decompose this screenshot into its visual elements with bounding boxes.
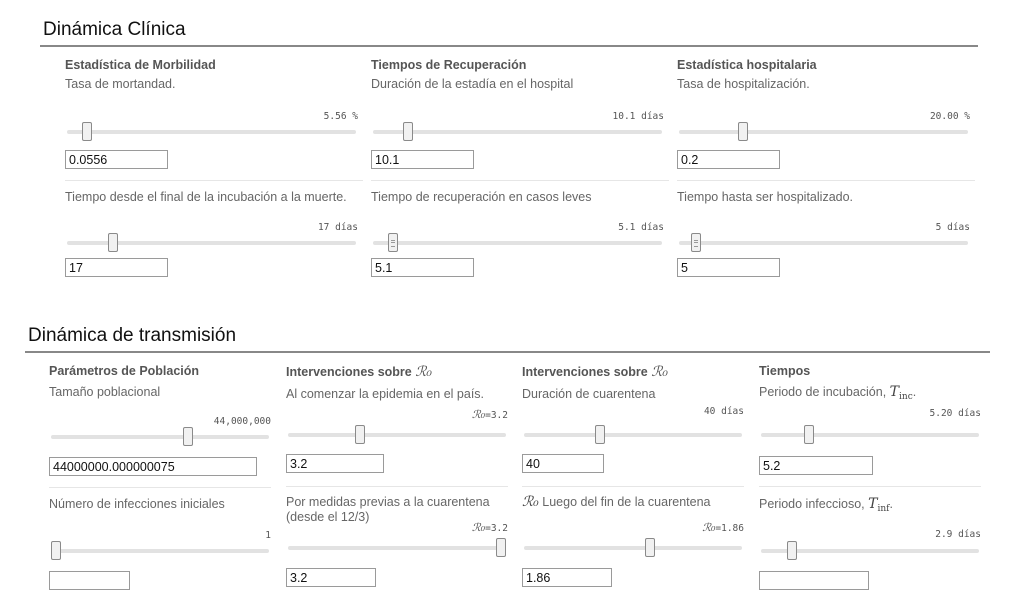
column-poblacion — [49, 364, 271, 541]
readout-estadia: 10.1 días — [612, 111, 664, 122]
column-title — [522, 364, 744, 381]
symbol-t — [890, 384, 913, 400]
slider-thumb[interactable] — [787, 541, 797, 560]
divider — [286, 486, 508, 487]
input-duracion-cuarentena[interactable] — [522, 454, 604, 473]
divider — [49, 487, 271, 488]
section-title-clinica: Dinámica Clínica — [43, 19, 186, 40]
readout-value: =3.2 — [485, 410, 508, 421]
symbol-t-letter: T — [889, 384, 900, 400]
column-title: Tiempos de Recuperación — [371, 58, 527, 72]
r0-symbol: ℛ₀ — [471, 521, 486, 534]
r0-symbol: ℛ₀ — [522, 494, 539, 510]
column-title: Parámetros de Población — [49, 364, 200, 378]
r0-symbol: ℛ₀ — [651, 364, 669, 380]
column-morbilidad — [65, 58, 358, 233]
input-infeccioso[interactable] — [759, 571, 869, 590]
input-fin-cuarentena[interactable] — [522, 568, 612, 587]
slider-tamano-poblacional[interactable] — [51, 435, 269, 439]
readout-hospitalizacion: 20.00 % — [929, 111, 970, 122]
param-label-line1: Por medidas previas a la cuarentena — [286, 495, 490, 509]
input-estadia[interactable] — [371, 150, 474, 169]
input-hospitalizacion[interactable] — [677, 150, 780, 169]
divider — [65, 180, 363, 181]
slider-medidas-previas[interactable] — [288, 546, 506, 550]
input-mortandad[interactable] — [65, 150, 168, 169]
readout-infeccioso: 2.9 días — [935, 529, 981, 540]
column-title: Tiempos — [759, 364, 811, 378]
readout-infecciones-iniciales: 1 — [265, 530, 271, 541]
param-label-fin-cuarentena — [522, 495, 710, 510]
r0-symbol: ℛ₀ — [415, 364, 433, 380]
symbol-t — [868, 496, 889, 512]
input-tiempo-hospitalizado[interactable] — [677, 258, 780, 277]
r0-symbol: ℛ₀ — [702, 521, 716, 534]
slider-thumb[interactable] — [82, 122, 92, 141]
slider-hospitalizacion[interactable] — [679, 130, 968, 134]
param-label-mortandad: Tasa de mortandad. — [65, 77, 176, 91]
slider-thumb[interactable] — [738, 122, 748, 141]
param-label-infecciones-iniciales: Número de infecciones iniciales — [49, 497, 225, 511]
r0-symbol: ℛ₀ — [471, 408, 486, 421]
slider-fin-cuarentena[interactable] — [524, 546, 742, 550]
input-tiempo-muerte[interactable] — [65, 258, 168, 277]
slider-thumb[interactable] — [403, 122, 413, 141]
param-label-infeccioso: Periodo infeccioso, $T_{inf}$. — [759, 496, 893, 514]
slider-incubacion[interactable] — [761, 433, 979, 437]
readout-value: =3.2 — [485, 523, 508, 534]
param-label-duracion-cuarentena: Duración de cuarentena — [522, 387, 656, 401]
slider-thumb[interactable] — [108, 233, 118, 252]
section-rule-clinica — [40, 45, 978, 47]
slider-infecciones-iniciales[interactable] — [51, 549, 269, 553]
param-label-recuperacion-leves: Tiempo de recuperación en casos leves — [371, 190, 592, 204]
param-label-text: Periodo infeccioso, — [759, 497, 865, 511]
param-label-medidas-previas — [286, 495, 490, 525]
column-title: Estadística de Morbilidad — [65, 58, 216, 72]
slider-thumb[interactable] — [355, 425, 365, 444]
divider — [522, 486, 744, 487]
slider-thumb[interactable] — [496, 538, 506, 557]
slider-thumb[interactable] — [691, 233, 701, 252]
column-title: Estadística hospitalaria — [677, 58, 817, 72]
readout-incubacion: 5.20 días — [929, 408, 981, 419]
column-title — [286, 364, 508, 381]
param-label-line2: (desde el 12/3) — [286, 510, 370, 524]
slider-infeccioso[interactable] — [761, 549, 979, 553]
slider-duracion-cuarentena[interactable] — [524, 433, 742, 437]
column-recuperacion — [371, 58, 664, 233]
column-title-text: Intervenciones sobre — [286, 365, 412, 379]
readout-medidas-previas — [472, 521, 508, 534]
divider — [371, 180, 669, 181]
param-label-incubacion: Periodo de incubación, $T_{inc}$. — [759, 384, 917, 402]
slider-comienzo-epidemia[interactable] — [288, 433, 506, 437]
param-label-tiempo-muerte: Tiempo desde el final de la incubación a la muerte. — [65, 190, 347, 204]
param-label-text: Luego del fin de la cuarentena — [542, 495, 711, 509]
input-recuperacion-leves[interactable] — [371, 258, 474, 277]
slider-estadia[interactable] — [373, 130, 662, 134]
column-title-text: Intervenciones sobre — [522, 365, 648, 379]
section-rule-transmision — [25, 351, 990, 353]
slider-thumb[interactable] — [645, 538, 655, 557]
readout-duracion-cuarentena: 40 días — [703, 406, 744, 417]
column-tiempos — [759, 364, 981, 540]
slider-thumb[interactable] — [183, 427, 193, 446]
slider-tiempo-hospitalizado[interactable] — [679, 241, 968, 245]
readout-value: =1.86 — [715, 523, 744, 534]
slider-mortandad[interactable] — [67, 130, 356, 134]
readout-tamano-poblacional: 44,000,000 — [213, 416, 271, 427]
readout-recuperacion-leves: 5.1 días — [618, 222, 664, 233]
input-tamano-poblacional[interactable] — [49, 457, 257, 476]
param-label-tiempo-hospitalizado: Tiempo hasta ser hospitalizado. — [677, 190, 854, 204]
slider-recuperacion-leves[interactable] — [373, 241, 662, 245]
slider-tiempo-muerte[interactable] — [67, 241, 356, 245]
input-incubacion[interactable] — [759, 456, 873, 475]
column-intervenciones-r0-a — [286, 364, 508, 534]
input-infecciones-iniciales[interactable] — [49, 571, 130, 590]
readout-fin-cuarentena — [702, 521, 744, 534]
readout-tiempo-muerte: 17 días — [317, 222, 358, 233]
symbol-subscript: inc — [899, 392, 913, 402]
column-intervenciones-r0-b — [522, 364, 744, 534]
param-label-tamano-poblacional: Tamaño poblacional — [49, 385, 161, 399]
param-label-hospitalizacion: Tasa de hospitalización. — [677, 77, 810, 91]
divider — [677, 180, 975, 181]
slider-thumb[interactable] — [804, 425, 814, 444]
input-medidas-previas[interactable] — [286, 568, 376, 587]
param-label-text: Periodo de incubación, — [759, 385, 887, 399]
column-hospitalaria — [677, 58, 970, 233]
symbol-t-letter: T — [868, 496, 878, 512]
param-label-comienzo-epidemia: Al comenzar la epidemia en el país. — [286, 387, 485, 401]
readout-tiempo-hospitalizado: 5 días — [935, 222, 970, 233]
divider — [759, 486, 981, 487]
symbol-subscript: inf — [877, 504, 890, 514]
readout-comienzo-epidemia — [472, 408, 508, 421]
readout-mortandad: 5.56 % — [323, 111, 358, 122]
slider-thumb[interactable] — [51, 541, 61, 560]
slider-thumb[interactable] — [388, 233, 398, 252]
slider-thumb[interactable] — [595, 425, 605, 444]
section-title-transmision: Dinámica de transmisión — [28, 325, 237, 346]
input-comienzo-epidemia[interactable] — [286, 454, 384, 473]
param-label-estadia: Duración de la estadía en el hospital — [371, 77, 574, 91]
